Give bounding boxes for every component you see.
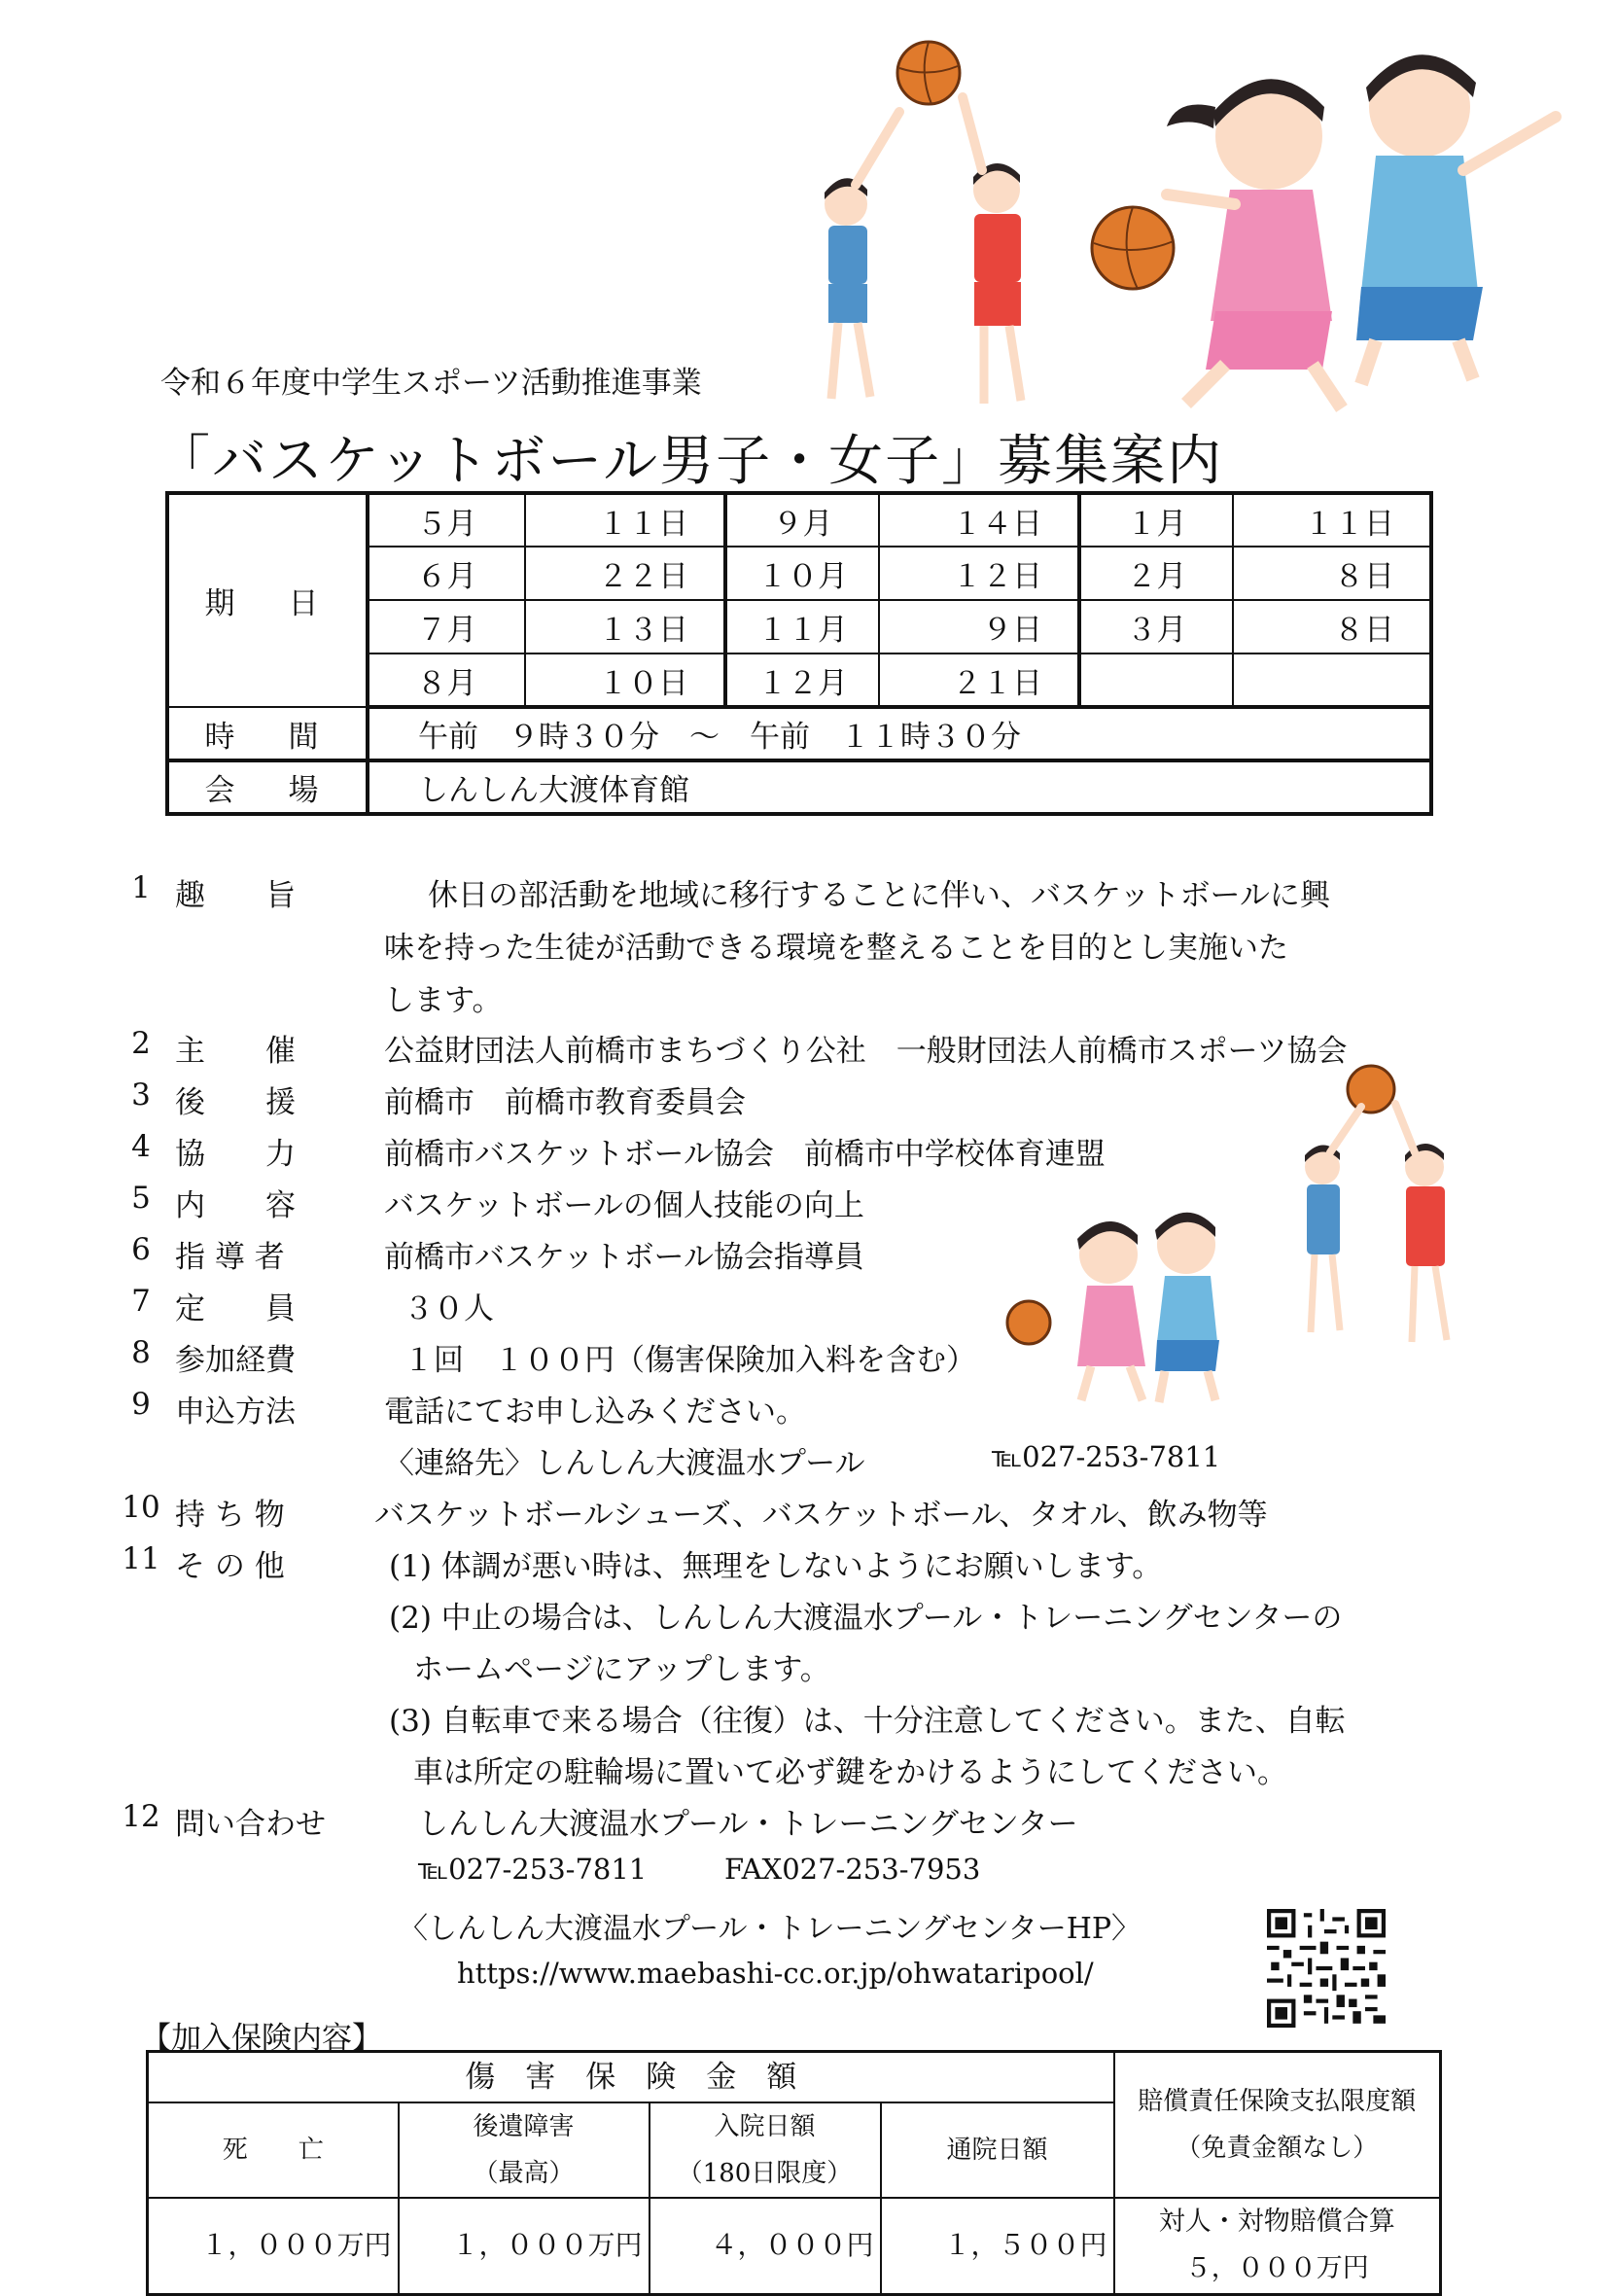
section-purpose	[117, 870, 1478, 1026]
death-value: １，０００万円	[148, 2198, 399, 2295]
outpatient-header	[881, 2102, 1114, 2198]
venue-value: しんしん大渡体育館	[368, 760, 1431, 814]
column-header: 死 亡	[222, 2135, 324, 2165]
section-number: 12	[122, 1799, 160, 1834]
section-number: 3	[131, 1077, 151, 1113]
day-cell: ８日	[1233, 600, 1431, 653]
section-number: 11	[122, 1541, 160, 1576]
section-label: 協 力	[175, 1137, 296, 1172]
contact-name: 〈連絡先〉しんしん大渡温水プール	[384, 1446, 865, 1481]
section-number: 1	[131, 870, 151, 905]
day-cell: ８日	[1233, 547, 1431, 600]
day-cell: ９日	[879, 600, 1079, 653]
girl-pink-jersey-figure	[1077, 1221, 1145, 1400]
homepage-url[interactable]: https://www.maebashi-cc.or.jp/ohwataripool/	[457, 1957, 1094, 1990]
section-belongings	[117, 1490, 1478, 1533]
section-text: バスケットボールの個人技能の向上	[384, 1188, 864, 1223]
month-cell: ９月	[725, 493, 879, 547]
month-cell: ６月	[368, 547, 525, 600]
basketball-players-illustration-top	[758, 19, 1595, 428]
disability-value: １，０００万円	[399, 2198, 650, 2295]
schedule-table	[165, 491, 1433, 816]
liability-value-line: 対人・対物賠償合算	[1158, 2207, 1395, 2238]
day-cell: １２日	[879, 547, 1079, 600]
homepage-label: 〈しんしん大渡温水プール・トレーニングセンターHP〉	[399, 1912, 1142, 1946]
day-cell: ２１日	[879, 653, 1079, 707]
column-header: 入院日額	[714, 2111, 816, 2141]
section-label: 定 員	[175, 1291, 296, 1326]
hospital-header	[650, 2102, 881, 2198]
inquiry-phone: ℡027-253-7811	[418, 1853, 648, 1886]
boy-blue-jersey-figure	[1305, 1107, 1361, 1332]
hospital-value: ４，０００円	[650, 2198, 881, 2295]
section-other	[117, 1541, 1478, 1804]
section-text: (2) 中止の場合は、しんしん大渡温水プール・トレーニングセンターの	[389, 1601, 1343, 1636]
section-text: 前橋市バスケットボール協会指導員	[384, 1240, 864, 1275]
month-cell: ２月	[1079, 547, 1233, 600]
day-cell: ２２日	[525, 547, 725, 600]
section-text: 電話にてお申し込みください。	[384, 1395, 806, 1430]
death-header	[148, 2102, 399, 2198]
basketball-players-illustration-mid	[1001, 1060, 1517, 1410]
section-number: 7	[131, 1284, 151, 1319]
inquiry-organization: しんしん大渡温水プール・トレーニングセンター	[418, 1807, 1078, 1842]
section-label: 指 導 者	[175, 1240, 285, 1275]
insurance-table	[146, 2050, 1442, 2296]
section-label: 問い合わせ	[175, 1807, 326, 1842]
month-cell: ７月	[368, 600, 525, 653]
section-number: 4	[131, 1129, 151, 1164]
section-capacity	[117, 1284, 1089, 1326]
section-label: 趣 旨	[175, 878, 296, 913]
column-subheader: （180日限度）	[677, 2158, 853, 2188]
liability-value	[1114, 2198, 1441, 2295]
day-cell: １０日	[525, 653, 725, 707]
column-header: 後遺障害	[473, 2111, 575, 2141]
section-text: ３０人	[404, 1291, 494, 1326]
month-cell: １１月	[725, 600, 879, 653]
section-text: 休日の部活動を地域に移行することに伴い、バスケットボールに興	[428, 878, 1330, 913]
boy-red-jersey-figure	[963, 97, 1021, 404]
month-cell: １２月	[725, 653, 879, 707]
section-label: 後 援	[175, 1085, 296, 1120]
section-number: 5	[131, 1181, 151, 1216]
section-text: バスケットボールシューズ、バスケットボール、タオル、飲み物等	[374, 1498, 1268, 1533]
section-label: 申込方法	[175, 1395, 296, 1430]
girl-blue-jersey-figure	[1356, 54, 1556, 384]
section-number: 9	[131, 1387, 151, 1422]
basketball-icon	[1007, 1301, 1050, 1344]
inquiry-fax: FAX027-253-7953	[724, 1853, 981, 1886]
liability-header	[1114, 2052, 1441, 2198]
section-text: 車は所定の駐輪場に置いて必ず鍵をかけるようにしてください。	[413, 1755, 1287, 1790]
section-label: そ の 他	[175, 1549, 285, 1584]
day-cell: １１日	[1233, 493, 1431, 547]
section-text: (1) 体調が悪い時は、無理をしないようにお願いします。	[389, 1549, 1163, 1584]
section-label: 主 催	[175, 1034, 296, 1069]
contact-phone: ℡027-253-7811	[992, 1440, 1221, 1473]
column-header: 通院日額	[946, 2135, 1048, 2165]
date-label: 期 日	[167, 493, 368, 707]
section-label: 持 ち 物	[175, 1498, 285, 1533]
girl-pink-jersey-figure	[1167, 79, 1342, 408]
boy-red-jersey-figure	[1395, 1104, 1447, 1342]
month-cell	[1079, 653, 1233, 707]
month-cell: ８月	[368, 653, 525, 707]
page-title: 「バスケットボール男子・女子」募集案内	[156, 430, 1224, 493]
liability-header-line: 賠償責任保険支払限度額	[1138, 2086, 1417, 2116]
disability-header	[399, 2102, 650, 2198]
section-label: 内 容	[175, 1188, 296, 1223]
day-cell: １１日	[525, 493, 725, 547]
section-fee	[117, 1335, 1089, 1378]
boy-blue-jersey-figure	[825, 112, 899, 399]
event-subtitle: 令和６年度中学生スポーツ活動推進事業	[160, 366, 702, 401]
section-text: ホームページにアップします。	[413, 1652, 830, 1687]
month-cell: ３月	[1079, 600, 1233, 653]
section-text: １回 １００円（傷害保険加入料を含む）	[404, 1343, 976, 1378]
liability-header-line: （免責金額なし）	[1176, 2133, 1379, 2163]
insurance-heading: 【加入保険内容】	[141, 2021, 382, 2056]
section-number: 6	[131, 1232, 151, 1267]
section-text: 味を持った生徒が活動できる環境を整えることを目的とし実施いた	[384, 931, 1288, 966]
section-number: 8	[131, 1335, 151, 1370]
time-label: 時 間	[167, 707, 368, 760]
girl-blue-jersey-figure	[1155, 1213, 1219, 1402]
section-text: (3) 自転車で来る場合（往復）は、十分注意してください。また、自転	[389, 1704, 1346, 1739]
section-text: 前橋市バスケットボール協会 前橋市中学校体育連盟	[384, 1137, 1106, 1172]
section-instructor	[117, 1232, 1089, 1275]
section-text: 前橋市 前橋市教育委員会	[384, 1085, 746, 1120]
day-cell	[1233, 653, 1431, 707]
section-number: 2	[131, 1026, 151, 1061]
outpatient-value: １，５００円	[881, 2198, 1114, 2295]
month-cell: １０月	[725, 547, 879, 600]
day-cell: １４日	[879, 493, 1079, 547]
month-cell: １月	[1079, 493, 1233, 547]
month-cell: ５月	[368, 493, 525, 547]
injury-insurance-header: 傷 害 保 険 金 額	[148, 2052, 1114, 2102]
section-content	[117, 1181, 1089, 1223]
qr-code[interactable]	[1267, 1909, 1386, 2028]
section-text: します。	[384, 983, 503, 1018]
liability-value-line: ５，０００万円	[1184, 2253, 1369, 2284]
section-label: 参加経費	[175, 1343, 296, 1378]
section-text: 公益財団法人前橋市まちづくり公社 一般財団法人前橋市スポーツ協会	[384, 1034, 1348, 1069]
section-number: 10	[122, 1490, 160, 1525]
time-value: 午前 ９時３０分 ～ 午前 １１時３０分	[368, 707, 1431, 760]
venue-label: 会 場	[167, 760, 368, 814]
day-cell: １３日	[525, 600, 725, 653]
basketball-icon	[1348, 1066, 1394, 1113]
column-subheader: （最高）	[473, 2158, 575, 2188]
